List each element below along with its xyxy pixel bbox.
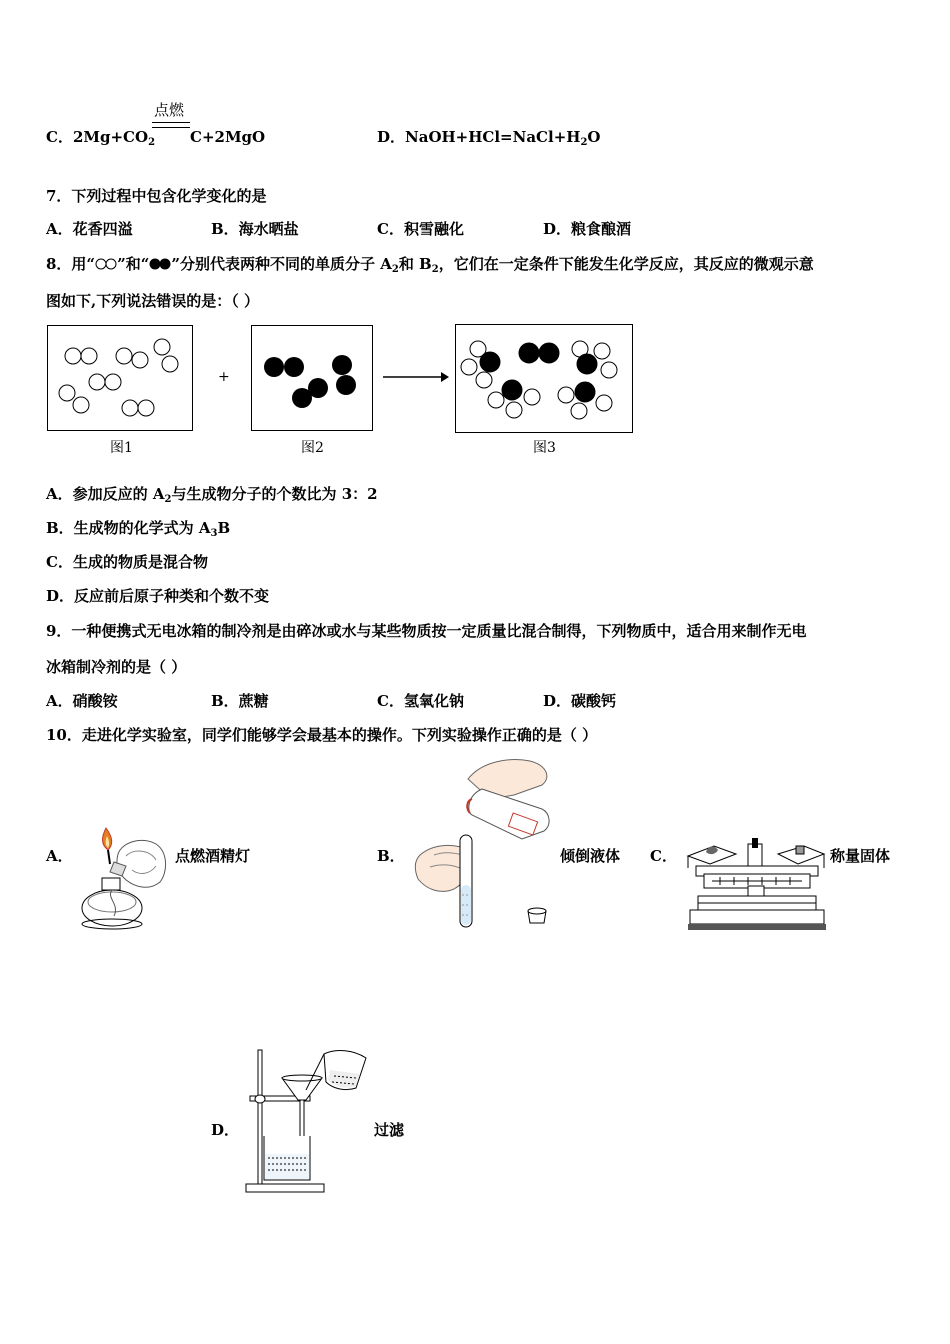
q8-stem-line1 — [46, 254, 814, 280]
filtration-illustration — [244, 1044, 372, 1194]
figure-2-caption: 图2 — [301, 440, 324, 456]
q6-option-c-label: C． — [46, 128, 73, 146]
reaction-arrow-double-line — [152, 122, 190, 128]
q8-option-a-text: A．参加反应的 A — [46, 485, 165, 503]
q8-option-b-text: B — [217, 519, 231, 537]
subscript: 2 — [580, 137, 588, 148]
figure-3-caption: 图3 — [533, 440, 556, 456]
q10-option-c-text: 称量固体 — [830, 847, 891, 865]
q8-stem-line2: 图如下,下列说法错误的是：（ ） — [46, 292, 259, 310]
figure-1-caption: 图1 — [110, 440, 133, 456]
q8-option-a — [46, 484, 378, 510]
q9-option-d: D．碳酸钙 — [543, 692, 617, 710]
balance-scale-illustration — [684, 838, 830, 932]
q10-option-d-label: D． — [211, 1121, 240, 1139]
q6-option-c-lhs: 2Mg+CO — [72, 128, 149, 146]
subscript: 2 — [391, 264, 399, 275]
reaction-arrow — [383, 370, 449, 384]
q9-option-b: B．蔗糖 — [211, 692, 269, 710]
q8-stem-text: 8．用“ — [46, 255, 96, 273]
q6-option-c-rhs: C+2MgO — [190, 128, 266, 146]
q8-stem-text: ，它们在一定条件下能发生化学反应，其反应的微观示意 — [438, 255, 814, 273]
q9-option-a: A．硝酸铵 — [46, 692, 118, 710]
pouring-liquid-illustration — [410, 755, 560, 933]
q7-stem: 7．下列过程中包含化学变化的是 — [46, 187, 267, 205]
subscript: 2 — [431, 264, 439, 275]
q10-option-d-text: 过滤 — [374, 1121, 405, 1139]
figure-1-white-molecules — [47, 325, 193, 431]
q6-option-d-label: D． — [377, 128, 406, 146]
q8-option-d: D．反应前后原子种类和个数不变 — [46, 587, 270, 605]
q10-option-b-label: B． — [377, 847, 405, 865]
figure-2-black-molecules — [251, 325, 373, 431]
q9-stem-line2: 冰箱制冷剂的是（ ） — [46, 658, 187, 676]
q8-option-b — [46, 518, 230, 544]
subscript: 2 — [164, 494, 172, 505]
q8-stem-text: ”和“ — [117, 255, 150, 273]
q8-option-a-text: 与生成物分子的个数比为 3：2 — [171, 485, 378, 503]
q10-option-c-label: C． — [650, 847, 677, 865]
q8-option-b-text: B．生成物的化学式为 A — [46, 519, 211, 537]
q8-stem-text: 和 B — [398, 255, 432, 273]
q10-option-a-label: A． — [46, 847, 73, 865]
q7-option-d: D．粮食酿酒 — [543, 220, 632, 238]
reaction-condition: 点燃 — [154, 101, 185, 119]
q8-stem-text: ”分别代表两种不同的单质分子 A — [171, 255, 392, 273]
q7-option-b: B．海水晒盐 — [211, 220, 299, 238]
subscript: 2 — [148, 137, 156, 148]
q7-option-a: A．花香四溢 — [46, 220, 133, 238]
q6-option-d-eq-b: O — [587, 128, 601, 146]
q10-option-b-text: 倾倒液体 — [560, 847, 621, 865]
q8-option-c: C．生成的物质是混合物 — [46, 553, 208, 571]
q6-option-d-eq-a: NaOH+HCl=NaCl+H — [405, 128, 581, 146]
q6-option-d — [377, 127, 601, 153]
black-molecule-icon — [149, 257, 171, 271]
q7-option-c: C．积雪融化 — [377, 220, 464, 238]
subscript: 3 — [210, 528, 218, 539]
plus-sign: + — [218, 369, 230, 385]
q6-option-c — [46, 127, 155, 153]
q9-option-c: C．氢氧化钠 — [377, 692, 464, 710]
figure-3-product-molecules — [455, 324, 633, 433]
q10-option-a-text: 点燃酒精灯 — [175, 847, 251, 865]
white-molecule-icon — [95, 257, 117, 271]
q10-stem: 10．走进化学实验室，同学们能够学会最基本的操作。下列实验操作正确的是（ ） — [46, 726, 598, 744]
alcohol-lamp-illustration — [76, 826, 172, 932]
q9-stem-line1: 9．一种便携式无电冰箱的制冷剂是由碎冰或水与某些物质按一定质量比混合制得，下列物质中，适合用来制作无电 — [46, 622, 807, 640]
